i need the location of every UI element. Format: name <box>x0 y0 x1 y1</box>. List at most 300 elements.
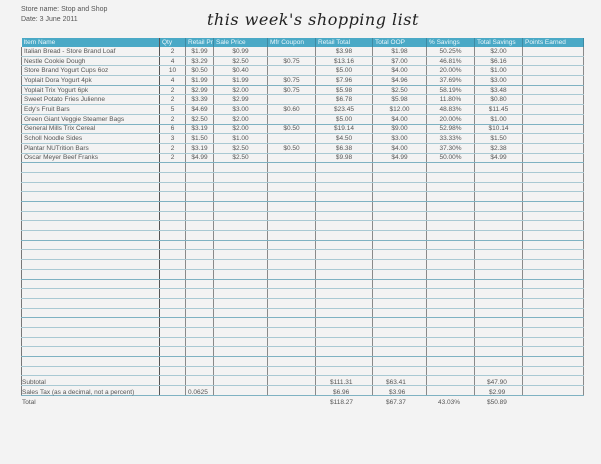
table-cell[interactable] <box>316 347 373 357</box>
table-cell[interactable] <box>268 211 316 221</box>
table-cell[interactable]: 6 <box>160 124 186 134</box>
table-cell[interactable] <box>523 298 584 308</box>
table-cell[interactable] <box>268 221 316 231</box>
table-cell[interactable] <box>214 202 268 212</box>
table-cell[interactable] <box>427 211 475 221</box>
table-cell[interactable]: 4 <box>160 76 186 86</box>
table-cell[interactable] <box>373 289 427 299</box>
table-cell[interactable] <box>22 327 160 337</box>
table-cell[interactable] <box>186 269 214 279</box>
table-cell[interactable] <box>475 269 523 279</box>
table-cell[interactable]: $3.29 <box>186 56 214 66</box>
table-cell[interactable]: $2.50 <box>186 114 214 124</box>
table-cell[interactable] <box>186 240 214 250</box>
table-cell[interactable] <box>373 240 427 250</box>
table-cell[interactable] <box>214 279 268 289</box>
table-cell[interactable] <box>316 298 373 308</box>
table-cell[interactable] <box>523 95 584 105</box>
table-cell[interactable] <box>427 250 475 260</box>
table-cell[interactable] <box>523 231 584 241</box>
table-cell[interactable] <box>475 163 523 173</box>
table-cell[interactable] <box>427 221 475 231</box>
table-cell[interactable] <box>316 308 373 318</box>
table-cell[interactable] <box>427 289 475 299</box>
table-cell[interactable]: 2 <box>160 47 186 56</box>
table-cell[interactable] <box>475 231 523 241</box>
table-cell[interactable] <box>268 47 316 56</box>
table-cell[interactable] <box>160 327 186 337</box>
column-header[interactable]: Points Earned <box>523 38 584 47</box>
table-cell[interactable] <box>268 231 316 241</box>
table-cell[interactable]: $12.00 <box>373 105 427 115</box>
table-cell[interactable] <box>475 337 523 347</box>
table-cell[interactable] <box>523 269 584 279</box>
table-cell[interactable]: General Mills Trix Cereal <box>22 124 160 134</box>
table-cell[interactable] <box>268 95 316 105</box>
table-cell[interactable]: Yoplait Dora Yogurt 4pk <box>22 76 160 86</box>
table-cell[interactable]: $2.99 <box>214 95 268 105</box>
table-cell[interactable] <box>214 366 268 376</box>
table-cell[interactable] <box>475 182 523 192</box>
table-cell[interactable]: $0.40 <box>214 66 268 76</box>
table-cell[interactable] <box>268 260 316 270</box>
table-cell[interactable] <box>523 192 584 202</box>
table-cell[interactable] <box>214 327 268 337</box>
table-cell[interactable] <box>268 347 316 357</box>
table-cell[interactable] <box>475 357 523 367</box>
table-cell[interactable] <box>22 221 160 231</box>
table-cell[interactable] <box>214 211 268 221</box>
table-cell[interactable]: $4.99 <box>475 153 523 163</box>
table-cell[interactable] <box>427 279 475 289</box>
table-cell[interactable]: 58.19% <box>427 85 475 95</box>
table-cell[interactable] <box>22 289 160 299</box>
table-cell[interactable]: $11.45 <box>475 105 523 115</box>
table-cell[interactable] <box>316 337 373 347</box>
table-cell[interactable]: $4.50 <box>316 134 373 144</box>
table-cell[interactable] <box>475 366 523 376</box>
table-cell[interactable] <box>160 231 186 241</box>
table-cell[interactable] <box>22 202 160 212</box>
table-cell[interactable] <box>186 327 214 337</box>
table-cell[interactable] <box>186 260 214 270</box>
table-cell[interactable]: $1.99 <box>186 47 214 56</box>
table-cell[interactable] <box>373 327 427 337</box>
table-cell[interactable] <box>475 347 523 357</box>
table-cell[interactable] <box>523 153 584 163</box>
table-cell[interactable]: Green Giant Veggie Steamer Bags <box>22 114 160 124</box>
table-cell[interactable] <box>316 279 373 289</box>
table-cell[interactable] <box>160 318 186 328</box>
table-cell[interactable]: $5.98 <box>373 95 427 105</box>
table-cell[interactable] <box>427 327 475 337</box>
table-cell[interactable] <box>160 366 186 376</box>
table-cell[interactable] <box>22 240 160 250</box>
table-cell[interactable]: 3 <box>160 134 186 144</box>
table-cell[interactable]: $2.50 <box>214 56 268 66</box>
table-cell[interactable]: Plantar NUTrition Bars <box>22 143 160 153</box>
table-cell[interactable] <box>160 240 186 250</box>
table-cell[interactable]: Nestle Cookie Dough <box>22 56 160 66</box>
table-cell[interactable]: Yoplait Trix Yogurt 6pk <box>22 85 160 95</box>
table-cell[interactable] <box>523 85 584 95</box>
table-cell[interactable] <box>523 182 584 192</box>
table-cell[interactable]: $0.75 <box>268 56 316 66</box>
table-cell[interactable]: $4.00 <box>373 66 427 76</box>
table-cell[interactable] <box>373 182 427 192</box>
table-cell[interactable] <box>523 134 584 144</box>
table-cell[interactable] <box>186 211 214 221</box>
table-cell[interactable] <box>373 337 427 347</box>
table-cell[interactable] <box>160 172 186 182</box>
table-cell[interactable] <box>22 366 160 376</box>
table-cell[interactable] <box>160 269 186 279</box>
table-cell[interactable] <box>186 279 214 289</box>
table-cell[interactable]: 5 <box>160 105 186 115</box>
table-cell[interactable] <box>427 318 475 328</box>
table-cell[interactable] <box>186 231 214 241</box>
table-cell[interactable] <box>427 172 475 182</box>
table-cell[interactable]: $2.50 <box>373 85 427 95</box>
table-cell[interactable]: $4.00 <box>373 114 427 124</box>
table-cell[interactable]: 50.25% <box>427 47 475 56</box>
table-cell[interactable]: Scholl Noodle Sides <box>22 134 160 144</box>
table-cell[interactable] <box>160 337 186 347</box>
table-cell[interactable] <box>427 298 475 308</box>
table-cell[interactable]: $2.38 <box>475 143 523 153</box>
table-cell[interactable] <box>268 357 316 367</box>
table-cell[interactable] <box>160 250 186 260</box>
table-cell[interactable] <box>160 289 186 299</box>
table-cell[interactable]: $4.99 <box>373 153 427 163</box>
table-cell[interactable] <box>475 260 523 270</box>
table-cell[interactable] <box>214 269 268 279</box>
table-cell[interactable]: 20.00% <box>427 114 475 124</box>
table-cell[interactable] <box>214 260 268 270</box>
table-cell[interactable]: $6.38 <box>316 143 373 153</box>
table-cell[interactable]: 46.81% <box>427 56 475 66</box>
table-cell[interactable] <box>268 172 316 182</box>
table-cell[interactable]: $1.00 <box>214 134 268 144</box>
table-cell[interactable] <box>523 260 584 270</box>
table-cell[interactable]: $0.80 <box>475 95 523 105</box>
table-cell[interactable] <box>160 221 186 231</box>
table-cell[interactable]: $6.16 <box>475 56 523 66</box>
table-cell[interactable]: $3.00 <box>214 105 268 115</box>
table-cell[interactable] <box>214 308 268 318</box>
table-cell[interactable]: 50.00% <box>427 153 475 163</box>
table-cell[interactable] <box>523 143 584 153</box>
table-cell[interactable] <box>373 279 427 289</box>
table-cell[interactable] <box>268 269 316 279</box>
table-cell[interactable] <box>22 357 160 367</box>
table-cell[interactable] <box>373 260 427 270</box>
table-cell[interactable]: $0.50 <box>186 66 214 76</box>
table-cell[interactable] <box>214 192 268 202</box>
column-header[interactable]: Total OOP <box>373 38 427 47</box>
table-cell[interactable] <box>268 279 316 289</box>
table-cell[interactable]: 2 <box>160 143 186 153</box>
table-cell[interactable]: Oscar Meyer Beef Franks <box>22 153 160 163</box>
table-cell[interactable]: $3.00 <box>475 76 523 86</box>
table-cell[interactable] <box>214 289 268 299</box>
table-cell[interactable] <box>214 182 268 192</box>
table-cell[interactable] <box>523 366 584 376</box>
table-cell[interactable] <box>427 231 475 241</box>
table-cell[interactable] <box>160 347 186 357</box>
table-cell[interactable]: $3.98 <box>316 47 373 56</box>
table-cell[interactable]: $0.99 <box>214 47 268 56</box>
table-cell[interactable] <box>316 269 373 279</box>
column-header[interactable]: Item Name <box>22 38 160 47</box>
table-cell[interactable]: $7.00 <box>373 56 427 66</box>
table-cell[interactable] <box>160 279 186 289</box>
table-cell[interactable] <box>186 308 214 318</box>
table-cell[interactable] <box>160 163 186 173</box>
table-cell[interactable] <box>475 318 523 328</box>
table-cell[interactable] <box>22 192 160 202</box>
table-cell[interactable] <box>523 66 584 76</box>
table-cell[interactable] <box>475 172 523 182</box>
table-cell[interactable] <box>160 357 186 367</box>
table-cell[interactable] <box>427 347 475 357</box>
table-cell[interactable] <box>186 366 214 376</box>
table-cell[interactable] <box>475 327 523 337</box>
table-cell[interactable] <box>268 308 316 318</box>
table-cell[interactable] <box>268 250 316 260</box>
table-cell[interactable] <box>373 192 427 202</box>
table-cell[interactable]: $2.00 <box>214 85 268 95</box>
table-cell[interactable] <box>316 231 373 241</box>
table-cell[interactable] <box>523 357 584 367</box>
table-cell[interactable]: 37.69% <box>427 76 475 86</box>
table-cell[interactable] <box>316 260 373 270</box>
table-cell[interactable]: Store Brand Yogurt Cups 6oz <box>22 66 160 76</box>
table-cell[interactable]: 2 <box>160 85 186 95</box>
table-cell[interactable]: $4.00 <box>373 143 427 153</box>
table-cell[interactable] <box>186 337 214 347</box>
table-cell[interactable]: $4.99 <box>186 153 214 163</box>
table-cell[interactable] <box>475 308 523 318</box>
table-cell[interactable] <box>186 163 214 173</box>
table-cell[interactable] <box>475 211 523 221</box>
column-header[interactable]: Sale Price <box>214 38 268 47</box>
table-cell[interactable]: Sweet Potato Fries Julienne <box>22 95 160 105</box>
table-cell[interactable]: 52.98% <box>427 124 475 134</box>
table-cell[interactable]: 2 <box>160 95 186 105</box>
table-cell[interactable] <box>268 366 316 376</box>
table-cell[interactable] <box>22 318 160 328</box>
table-cell[interactable] <box>22 298 160 308</box>
table-cell[interactable] <box>316 172 373 182</box>
table-cell[interactable] <box>186 289 214 299</box>
table-cell[interactable]: $1.98 <box>373 47 427 56</box>
table-cell[interactable]: $4.69 <box>186 105 214 115</box>
table-cell[interactable] <box>523 124 584 134</box>
table-cell[interactable] <box>22 337 160 347</box>
table-cell[interactable]: 2 <box>160 153 186 163</box>
table-cell[interactable] <box>214 318 268 328</box>
table-cell[interactable] <box>373 231 427 241</box>
table-cell[interactable] <box>373 211 427 221</box>
table-cell[interactable] <box>523 221 584 231</box>
table-cell[interactable] <box>22 163 160 173</box>
table-cell[interactable]: $10.14 <box>475 124 523 134</box>
table-cell[interactable] <box>160 211 186 221</box>
table-cell[interactable] <box>214 337 268 347</box>
table-cell[interactable] <box>316 318 373 328</box>
table-cell[interactable] <box>373 202 427 212</box>
table-cell[interactable]: 11.80% <box>427 95 475 105</box>
table-cell[interactable]: $0.75 <box>268 76 316 86</box>
table-cell[interactable] <box>427 192 475 202</box>
column-header[interactable]: Mfr Coupon <box>268 38 316 47</box>
table-cell[interactable] <box>523 105 584 115</box>
table-cell[interactable]: $7.96 <box>316 76 373 86</box>
table-cell[interactable] <box>22 231 160 241</box>
table-cell[interactable] <box>523 318 584 328</box>
column-header[interactable]: Total Savings <box>475 38 523 47</box>
table-cell[interactable] <box>316 182 373 192</box>
table-cell[interactable] <box>160 182 186 192</box>
table-cell[interactable]: 48.83% <box>427 105 475 115</box>
table-cell[interactable]: $3.48 <box>475 85 523 95</box>
table-cell[interactable] <box>523 240 584 250</box>
table-cell[interactable] <box>268 240 316 250</box>
column-header[interactable]: Qty <box>160 38 186 47</box>
table-cell[interactable] <box>523 279 584 289</box>
table-cell[interactable] <box>186 347 214 357</box>
table-cell[interactable] <box>523 114 584 124</box>
table-cell[interactable] <box>214 221 268 231</box>
table-cell[interactable] <box>523 202 584 212</box>
table-cell[interactable] <box>160 202 186 212</box>
table-cell[interactable]: $2.50 <box>214 153 268 163</box>
table-cell[interactable]: $2.00 <box>214 124 268 134</box>
table-cell[interactable] <box>160 192 186 202</box>
table-cell[interactable] <box>475 221 523 231</box>
table-cell[interactable] <box>427 260 475 270</box>
table-cell[interactable]: $1.99 <box>186 76 214 86</box>
table-cell[interactable] <box>523 163 584 173</box>
table-cell[interactable] <box>268 182 316 192</box>
table-cell[interactable]: $0.75 <box>268 85 316 95</box>
table-cell[interactable]: 10 <box>160 66 186 76</box>
table-cell[interactable]: $3.19 <box>186 143 214 153</box>
table-cell[interactable] <box>186 221 214 231</box>
table-cell[interactable] <box>268 134 316 144</box>
table-cell[interactable]: Italian Bread - Store Brand Loaf <box>22 47 160 56</box>
table-cell[interactable] <box>214 347 268 357</box>
table-cell[interactable] <box>316 163 373 173</box>
table-cell[interactable] <box>316 202 373 212</box>
table-cell[interactable]: $3.39 <box>186 95 214 105</box>
table-cell[interactable]: $1.50 <box>186 134 214 144</box>
table-cell[interactable] <box>214 240 268 250</box>
table-cell[interactable] <box>427 308 475 318</box>
table-cell[interactable] <box>316 211 373 221</box>
table-cell[interactable] <box>373 318 427 328</box>
table-cell[interactable] <box>373 347 427 357</box>
table-cell[interactable]: $0.50 <box>268 143 316 153</box>
table-cell[interactable] <box>523 337 584 347</box>
table-cell[interactable] <box>316 192 373 202</box>
table-cell[interactable]: $13.16 <box>316 56 373 66</box>
table-cell[interactable]: $1.99 <box>214 76 268 86</box>
column-header[interactable]: % Savings <box>427 38 475 47</box>
table-cell[interactable] <box>373 221 427 231</box>
table-cell[interactable] <box>186 172 214 182</box>
table-cell[interactable] <box>475 192 523 202</box>
table-cell[interactable] <box>427 240 475 250</box>
table-cell[interactable] <box>268 298 316 308</box>
table-cell[interactable]: 37.30% <box>427 143 475 153</box>
table-cell[interactable]: $5.98 <box>316 85 373 95</box>
table-cell[interactable] <box>186 202 214 212</box>
table-cell[interactable] <box>373 172 427 182</box>
table-cell[interactable] <box>523 347 584 357</box>
table-cell[interactable]: 2 <box>160 114 186 124</box>
table-cell[interactable] <box>427 163 475 173</box>
table-cell[interactable]: $9.98 <box>316 153 373 163</box>
table-cell[interactable]: $19.14 <box>316 124 373 134</box>
table-cell[interactable] <box>427 182 475 192</box>
table-cell[interactable] <box>373 366 427 376</box>
table-cell[interactable] <box>475 250 523 260</box>
table-cell[interactable]: $6.78 <box>316 95 373 105</box>
table-cell[interactable] <box>475 240 523 250</box>
table-cell[interactable] <box>373 163 427 173</box>
table-cell[interactable] <box>316 327 373 337</box>
table-cell[interactable] <box>523 250 584 260</box>
table-cell[interactable] <box>214 298 268 308</box>
table-cell[interactable]: $4.96 <box>373 76 427 86</box>
table-cell[interactable] <box>373 308 427 318</box>
table-cell[interactable]: $23.45 <box>316 105 373 115</box>
table-cell[interactable]: $9.00 <box>373 124 427 134</box>
table-cell[interactable] <box>373 250 427 260</box>
table-cell[interactable] <box>22 250 160 260</box>
table-cell[interactable] <box>316 357 373 367</box>
table-cell[interactable] <box>475 202 523 212</box>
table-cell[interactable] <box>316 289 373 299</box>
table-cell[interactable]: $0.50 <box>268 124 316 134</box>
table-cell[interactable] <box>427 202 475 212</box>
table-cell[interactable] <box>22 308 160 318</box>
table-cell[interactable] <box>316 221 373 231</box>
table-cell[interactable] <box>427 357 475 367</box>
table-cell[interactable] <box>268 192 316 202</box>
table-cell[interactable] <box>160 308 186 318</box>
table-cell[interactable] <box>186 357 214 367</box>
table-cell[interactable] <box>186 250 214 260</box>
table-cell[interactable] <box>373 357 427 367</box>
table-cell[interactable] <box>22 182 160 192</box>
table-cell[interactable] <box>268 327 316 337</box>
table-cell[interactable] <box>373 269 427 279</box>
table-cell[interactable] <box>22 172 160 182</box>
table-cell[interactable] <box>523 56 584 66</box>
table-cell[interactable] <box>427 366 475 376</box>
table-cell[interactable]: $2.00 <box>475 47 523 56</box>
table-cell[interactable]: $2.00 <box>214 114 268 124</box>
table-cell[interactable] <box>268 163 316 173</box>
table-cell[interactable] <box>523 47 584 56</box>
table-cell[interactable] <box>316 240 373 250</box>
table-cell[interactable] <box>523 211 584 221</box>
table-cell[interactable] <box>523 289 584 299</box>
sales-tax-rate[interactable]: 0.0625 <box>188 389 208 396</box>
